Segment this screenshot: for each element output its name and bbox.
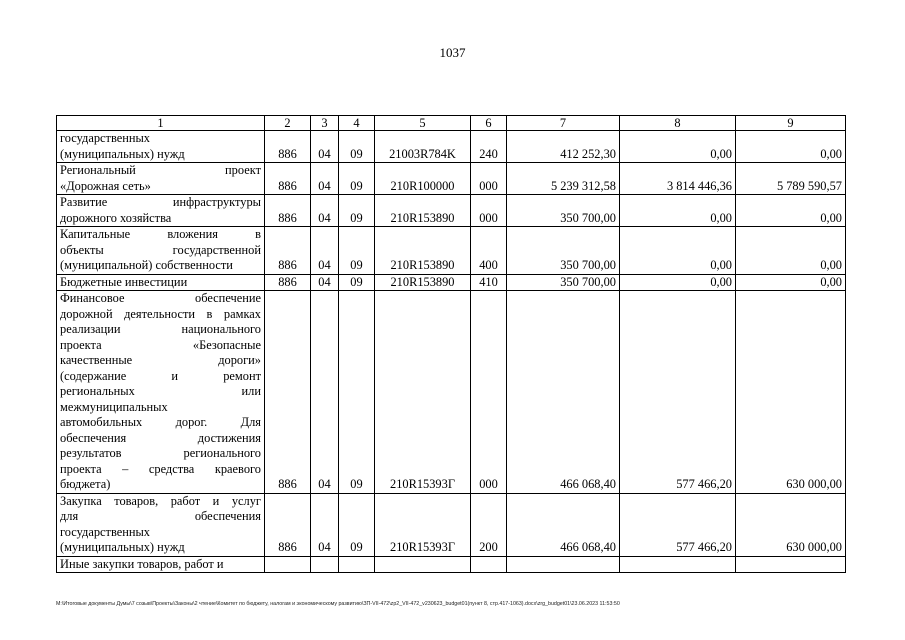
row-name-line: дорожного хозяйства — [60, 210, 172, 225]
amount-2023-cell: 350 700,00 — [507, 227, 620, 275]
amount-2024-cell: 0,00 — [620, 195, 736, 227]
section-cell: 04 — [311, 131, 339, 163]
table-row — [57, 195, 846, 227]
grbs-code-cell: 886 — [265, 227, 311, 275]
row-name-line: межмуниципальных — [60, 399, 168, 414]
amount-2023-cell: 5 239 312,58 — [507, 163, 620, 195]
amount-2024-cell: 0,00 — [620, 274, 736, 291]
expense-type-cell: 410 — [471, 274, 507, 291]
amount-2025-cell: 0,00 — [736, 227, 846, 275]
subsection-cell: 09 — [339, 274, 375, 291]
amount-2024-cell — [620, 556, 736, 573]
column-header-4: 4 — [339, 116, 375, 131]
grbs-code-cell: 886 — [265, 291, 311, 494]
amount-2024-cell: 0,00 — [620, 227, 736, 275]
grbs-code-cell — [265, 556, 311, 573]
amount-2025-cell: 5 789 590,57 — [736, 163, 846, 195]
amount-2023-cell: 466 068,40 — [507, 291, 620, 494]
row-name-line: «Дорожная сеть» — [60, 178, 151, 193]
subsection-cell: 09 — [339, 131, 375, 163]
row-name-cell — [57, 291, 265, 494]
row-name-line: реализации национального — [60, 322, 261, 336]
target-article-cell: 210R15393Г — [375, 493, 471, 556]
column-header-1: 1 — [57, 116, 265, 131]
row-name-cell — [57, 274, 265, 291]
amount-2025-cell: 630 000,00 — [736, 493, 846, 556]
row-name-line: результатов регионального — [60, 446, 261, 460]
column-header-8: 8 — [620, 116, 736, 131]
expense-type-cell: 240 — [471, 131, 507, 163]
column-number-row — [57, 116, 846, 131]
expense-type-cell — [471, 556, 507, 573]
column-header-5: 5 — [375, 116, 471, 131]
page-number: 1037 — [439, 45, 466, 60]
row-name-line: автомобильных дорог. Для — [60, 415, 261, 429]
table-body — [57, 131, 846, 573]
target-article-cell — [375, 556, 471, 573]
row-name-line: (муниципальных) нужд — [60, 540, 185, 554]
amount-2023-cell: 412 252,30 — [507, 131, 620, 163]
amount-2023-cell: 466 068,40 — [507, 493, 620, 556]
target-article-cell: 210R153890 — [375, 274, 471, 291]
column-header-7: 7 — [507, 116, 620, 131]
row-name-line: Капитальные вложения в — [60, 227, 261, 241]
column-header-2: 2 — [265, 116, 311, 131]
section-cell: 04 — [311, 195, 339, 227]
table-row — [57, 274, 846, 291]
amount-2025-cell: 0,00 — [736, 131, 846, 163]
row-name-line: Региональный проект — [60, 163, 261, 177]
amount-2024-cell: 0,00 — [620, 131, 736, 163]
row-name-cell — [57, 163, 265, 195]
row-name-line: Финансовое обеспечение — [60, 291, 261, 305]
row-name-cell — [57, 131, 265, 163]
row-name-line: дорожной деятельности в рамках — [60, 306, 261, 321]
row-name-cell — [57, 493, 265, 556]
section-cell: 04 — [311, 291, 339, 494]
file-path-footer: M:\Итоговые документы Думы\7 созыв\Проекты\Законы\2 чтение\Комитет по бюджету, налогам и экономическому развитию\ЗП-VII-472\zp2_VII-472_v230623_budget01(пункт 8, стр.417-1063).docx\zrg_budget01\23.06.2023 11:53:50 — [56, 601, 620, 607]
row-name-line: государственных — [60, 524, 151, 539]
amount-2024-cell: 577 466,20 — [620, 291, 736, 494]
section-cell: 04 — [311, 274, 339, 291]
target-article-cell: 210R100000 — [375, 163, 471, 195]
row-name-line: (муниципальных) нужд — [60, 146, 185, 161]
subsection-cell — [339, 556, 375, 573]
row-name-line: Бюджетные инвестиции — [60, 274, 188, 289]
row-name-line: объекты государственной — [60, 242, 261, 257]
expense-type-cell: 200 — [471, 493, 507, 556]
table-row — [57, 227, 846, 275]
target-article-cell: 210R153890 — [375, 195, 471, 227]
row-name-line: Закупка товаров, работ и услуг — [60, 493, 261, 508]
grbs-code-cell: 886 — [265, 163, 311, 195]
row-name-cell — [57, 195, 265, 227]
column-header-3: 3 — [311, 116, 339, 131]
target-article-cell: 210R15393Г — [375, 291, 471, 494]
row-name-cell — [57, 227, 265, 275]
amount-2025-cell: 630 000,00 — [736, 291, 846, 494]
amount-2025-cell: 0,00 — [736, 195, 846, 227]
row-name-line: государственных — [60, 131, 151, 145]
row-name-line: для обеспечения — [60, 509, 261, 523]
budget-table — [56, 115, 846, 573]
column-header-9: 9 — [736, 116, 846, 131]
amount-2024-cell: 577 466,20 — [620, 493, 736, 556]
row-name-line: Иные закупки товаров, работ и — [60, 556, 224, 571]
subsection-cell: 09 — [339, 195, 375, 227]
table-row — [57, 131, 846, 163]
grbs-code-cell: 886 — [265, 195, 311, 227]
subsection-cell: 09 — [339, 291, 375, 494]
row-name-line: бюджета) — [60, 477, 111, 491]
section-cell: 04 — [311, 163, 339, 195]
row-name-line: качественные дороги» — [60, 353, 261, 367]
subsection-cell: 09 — [339, 227, 375, 275]
section-cell — [311, 556, 339, 573]
row-name-cell — [57, 556, 265, 573]
row-name-line: Развитие инфраструктуры — [60, 195, 261, 209]
expense-type-cell: 000 — [471, 195, 507, 227]
grbs-code-cell: 886 — [265, 493, 311, 556]
table-row — [57, 291, 846, 494]
subsection-cell: 09 — [339, 493, 375, 556]
amount-2025-cell — [736, 556, 846, 573]
amount-2023-cell — [507, 556, 620, 573]
table-row — [57, 493, 846, 556]
target-article-cell: 21003R784K — [375, 131, 471, 163]
section-cell: 04 — [311, 493, 339, 556]
expense-type-cell: 400 — [471, 227, 507, 275]
expense-type-cell: 000 — [471, 291, 507, 494]
amount-2025-cell: 0,00 — [736, 274, 846, 291]
table-row — [57, 163, 846, 195]
row-name-line: (содержание и ремонт — [60, 368, 261, 383]
row-name-line: региональных или — [60, 384, 261, 398]
column-header-6: 6 — [471, 116, 507, 131]
table-row — [57, 556, 846, 573]
row-name-line: проекта «Безопасные — [60, 337, 261, 352]
amount-2023-cell: 350 700,00 — [507, 274, 620, 291]
subsection-cell: 09 — [339, 163, 375, 195]
grbs-code-cell: 886 — [265, 274, 311, 291]
row-name-line: проекта – средства краевого — [60, 461, 261, 476]
row-name-line: обеспечения достижения — [60, 430, 261, 445]
target-article-cell: 210R153890 — [375, 227, 471, 275]
row-name-line: (муниципальной) собственности — [60, 258, 233, 272]
section-cell: 04 — [311, 227, 339, 275]
grbs-code-cell: 886 — [265, 131, 311, 163]
expense-type-cell: 000 — [471, 163, 507, 195]
amount-2024-cell: 3 814 446,36 — [620, 163, 736, 195]
amount-2023-cell: 350 700,00 — [507, 195, 620, 227]
